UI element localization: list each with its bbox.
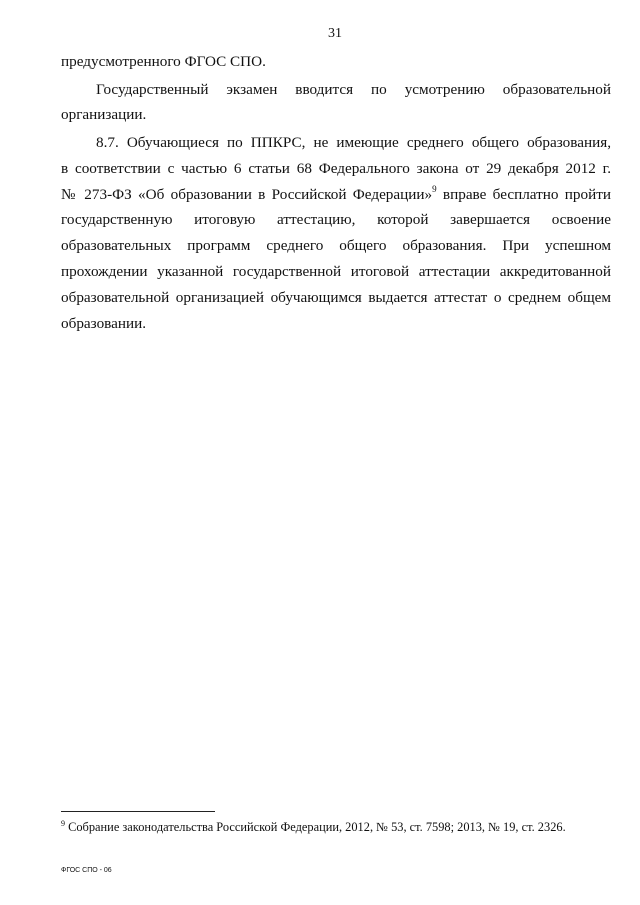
body-line: образовательной организацией обучающимся выдается аттестат о среднем общем — [61, 289, 611, 306]
footnote — [61, 819, 566, 835]
body-line: государственную итоговую аттестацию, которой завершается освоение — [61, 211, 611, 228]
body-line-text: вправе бесплатно пройти — [436, 186, 611, 203]
body-line: в соответствии с частью 6 статьи 68 Федерального закона от 29 декабря 2012 г. — [61, 160, 611, 177]
body-line-text: № 273-ФЗ «Об образовании в Российской Федерации» — [61, 186, 433, 203]
body-line: образовании. — [61, 315, 147, 332]
body-line: предусмотренного ФГОС СПО. — [61, 53, 266, 70]
page-number: 31 — [328, 26, 342, 41]
body-line-with-footnote-ref — [61, 185, 611, 205]
body-line: Государственный экзамен вводится по усмотрению образовательной — [96, 81, 611, 98]
footnote-text: Собрание законодательства Российской Федерации, 2012, № 53, ст. 7598; 2013, № 19, ст. 2326. — [65, 820, 566, 834]
footnote-reference: 9 — [432, 184, 437, 194]
footnote-separator — [61, 811, 215, 812]
body-line: образовательных программ среднего общего образования. При успешном — [61, 237, 611, 254]
body-line: прохождении указанной государственной итоговой аттестации аккредитованной — [61, 263, 611, 280]
footnote-marker: 9 — [61, 819, 65, 828]
body-line: организации. — [61, 106, 147, 123]
paragraph-8-7-first-line: 8.7. Обучающиеся по ППКРС, не имеющие среднего общего образования, — [96, 134, 611, 151]
document-code: ФГОС СПО - 06 — [61, 867, 112, 874]
